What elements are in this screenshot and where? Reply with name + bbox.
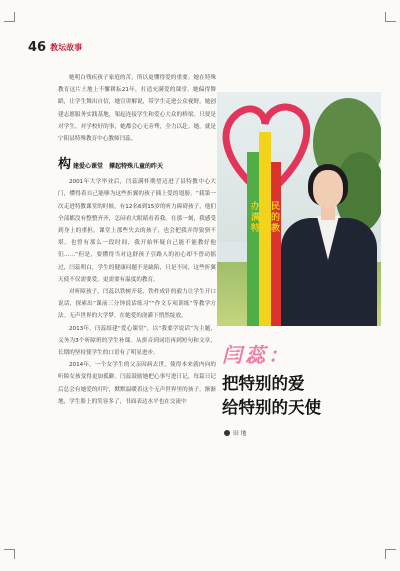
subheading-initial: 构	[58, 157, 72, 173]
body-paragraph: 2014年，一个女学生的父亲因病去世，使得本来就内向的听障女孩变得更加孤僻。闫蕊鼓励她把心事写进日记，每篇日记后总会有她爱的叮咛，默默温暖着这个无声世界里的孩子。渐渐地，学生脸上的笑容多了，书面表达水平也在交流中	[58, 362, 216, 405]
face	[313, 170, 343, 208]
byline	[224, 428, 246, 437]
section-label: 教坛故事	[50, 42, 83, 52]
subheading	[58, 153, 216, 172]
feature-headline	[222, 372, 321, 420]
crop-mark	[14, 549, 15, 559]
page-header	[28, 40, 82, 54]
crop-mark	[385, 549, 386, 559]
feature-name: 闫蕊：	[222, 343, 291, 367]
headline-line-1: 把特别的爱	[222, 374, 305, 393]
body-paragraph: 2001年大学毕业后，闫蕊满怀期望迈进了县特教中心大门，懂得着自己能够为这些折翼的孩子插上爱的翅膀。“我第一次走进特教课堂的时候，有12名6到15岁的听力障碍孩子，他们全部都没有整整齐齐，怎闷看大眼睛看着我。在那一刻，我感受到身上的重担。课堂上那些失去的孩子，也会把我弄得狼狈不堪。也曾有那么一段时间，我开始怀疑自己能不能教好他们……”但是，要懂得当对这群孩子引路人的初心却不曾动摇过，闫蕊明白，学生的健康问题不是缺陷，只是不同，这些折翼天使不仅需要爱，更需要有温度的教育。	[58, 179, 216, 283]
crop-mark	[4, 21, 14, 22]
body-paragraph: 2013年，闫蕊组建“爱心课堂”，以“我要学说话”为主题，义务为3个听障班的学生补课。从拼音到词语再到短句和文章，长期的坚持使学生的口语有了明显进步。	[58, 325, 216, 357]
crop-mark	[386, 21, 396, 22]
body-paragraph: 对听障孩子，闫蕊以铁树开花、铁杵成针的毅力让学生开口说话，探索出“课前三分钟说话练习”“作文专项训练”等教学方法。无声世界的大学梦，在她爱的浇灌下悄然绽放。	[58, 289, 216, 320]
author-name: 田 地	[233, 431, 247, 437]
crop-mark	[4, 549, 14, 550]
sculpture-slogan: 办人民满意的特殊教育	[250, 202, 281, 245]
crop-mark	[14, 12, 15, 22]
article-body	[58, 72, 216, 408]
teacher-figure	[275, 162, 381, 326]
subheading-text: 建爱心课堂 撑起特殊儿童的昨天	[73, 163, 164, 171]
page-number: 46	[28, 39, 47, 55]
headline-line-2: 给特别的天使	[222, 398, 321, 417]
intro-paragraph: 她明白残疾孩子家庭的苦，所以更懂得爱的重要。她在特殊教育这片土地上不懈耕耘21年，打造充满爱的课堂。她偏得舞蹈，让学生舞出自信，她宣讲解说，带学生走进公众视野，她创建志愿服务实践基地，架起连接学生和爱心大众的桥梁。只要是对学生，对学校好的事，她都会心无旁骛，全力以赴。她，就是宁阳县特殊教育中心教师闫蕊。	[58, 75, 216, 143]
crop-mark	[386, 549, 396, 550]
pen-icon	[224, 430, 230, 436]
portrait-photo	[217, 92, 381, 326]
